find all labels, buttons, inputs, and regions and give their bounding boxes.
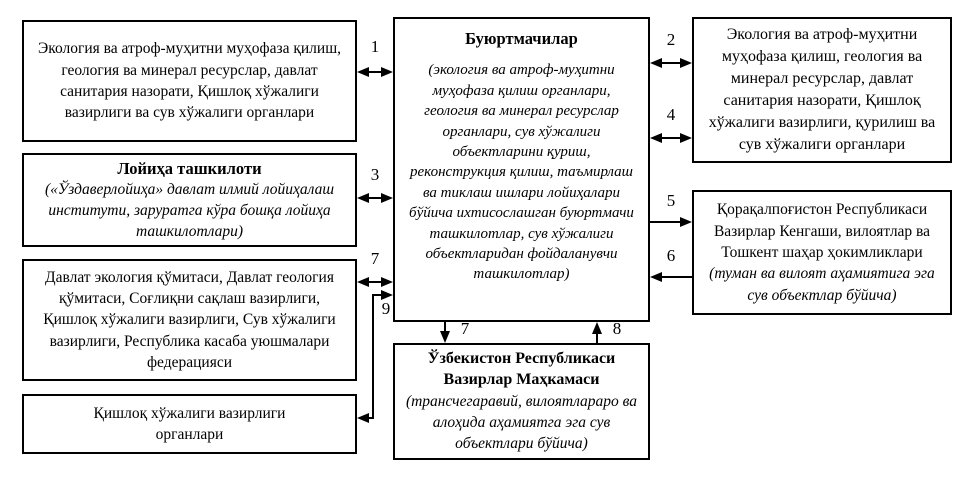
node-ecology-agencies-right [692,17,952,163]
arrowhead-left-icon [650,272,662,282]
node-text: Қишлоқ хўжалиги вазирлиги органлари [93,404,286,443]
arrow-label-1: 1 [370,37,380,56]
node-text: Экология ва атроф-муҳитни муҳофаза қилиш, геология ва минерал ресурслар, давлат санитария назорати, Қишлоқ хўжалиги вазирлиги, қурилиш ва сув хўжалиги органлари [708,25,936,154]
node-cabinet-of-ministers [393,343,650,460]
node-text: Экология ва атроф-муҳитни муҳофаза қилиш, геология ва минерал ресурслар, давлат санитария назорати, Қишлоқ хўжалиги вазирлиги ва сув хўжалиги органлари [37,40,342,122]
node-design-organization [22,153,357,247]
arrowhead-right-icon [680,217,692,227]
arrow-label-7-bottom: 7 [460,319,470,338]
node-title: Буюртмачилар [465,29,578,48]
arrow-label-5: 5 [666,191,676,210]
node-agriculture-ministry-organs [22,394,357,454]
arrow-label-6: 6 [666,246,676,265]
arrow-label-4: 4 [666,105,676,124]
arrowhead-left-icon [357,193,369,203]
double-arrow-icon [357,192,393,204]
elbow-arrow-vertical-line [372,294,374,419]
right-arrow-icon [650,216,692,228]
arrow-label-2: 2 [666,30,676,49]
double-arrow-icon [357,66,393,78]
node-subtext: (экология ва атроф-муҳитни муҳофаза қилиш органлари, геология ва минерал ресурслар органлари, сув хўжалиги объектларини қуриш, реконструкция қилиш, таъмирлаш ва тиклаш ишлари лойиҳалари бўйича ихтисослашган буюртмачи ташкилотлар, сув хўжалиги объектларидан фойдаланувчи ташкилотлар) [409,62,634,283]
arrowhead-left-icon [357,277,369,287]
double-arrow-icon [650,57,692,69]
double-arrow-icon [650,132,692,144]
arrowhead-right-icon [680,133,692,143]
arrowhead-right-icon [381,193,393,203]
node-title: Ўзбекистон Республикаси Вазирлар Маҳкамаси [427,350,616,388]
node-ecology-agencies-left [22,20,357,142]
arrowhead-down-icon [440,331,450,343]
arrow-label-7-left: 7 [370,249,380,268]
node-regional-authorities [692,190,952,315]
arrowhead-left-icon [357,67,369,77]
arrowhead-right-icon [381,67,393,77]
node-state-committees [22,259,357,381]
arrow-label-8: 8 [612,319,622,338]
arrowhead-left-icon [650,133,662,143]
arrowhead-right-icon [680,58,692,68]
arrowhead-left-icon [650,58,662,68]
arrow-label-9: 9 [381,299,391,318]
arrowhead-left-icon [357,413,369,423]
node-subtext: («Ўздаверлойиҳа» давлат илмий лойиҳалаш институти, заруратга кўра бошқа лойиҳа ташкилотлари) [44,181,335,241]
down-arrow-icon [439,322,451,343]
node-note: (туман ва вилоят аҳамиятига эга сув объектлар бўйича) [709,265,935,304]
arrowhead-right-icon [381,277,393,287]
node-title: Лойиҳа ташкилоти [117,158,262,178]
node-customers [393,17,650,322]
double-arrow-icon [357,276,393,288]
up-arrow-icon [591,322,603,343]
elbow-arrow-left-icon [357,412,374,424]
left-arrow-icon [650,271,692,283]
node-text: Давлат экология қўмитаси, Давлат геология қўмитаси, Соғлиқни сақлаш вазирлиги, Қишлоқ хўжалиги вазирлиги, Сув хўжалиги вазирлиги, Республика касаба уюшмалари федерацияси [43,268,336,372]
arrow-label-3: 3 [370,165,380,184]
node-subtext: (трансчегаравий, вилоятлараро ва алоҳида аҳамиятга эга сув объектлари бўйича) [405,392,638,452]
arrowhead-up-icon [592,322,602,334]
node-text: Қорақалпоғистон Республикаси Вазирлар Кенгаши, вилоятлар ва Тошкент шаҳар ҳокимликлари [713,201,931,262]
